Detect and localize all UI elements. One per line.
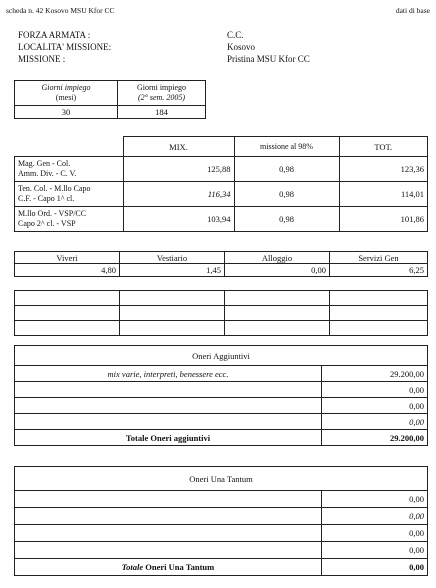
gradi-row-mix: 116,34 [123, 182, 234, 207]
sheet-subtitle: dati di base [395, 6, 430, 15]
gradi-row-label-line1: Mag. Gen - Col. [18, 159, 71, 168]
gradi-header-tot: TOT. [339, 137, 428, 157]
empty-cell [225, 321, 330, 336]
giorni-header-1-line2: (mesi) [55, 93, 77, 102]
oneri-una-tantum-table [14, 466, 428, 576]
empty-cell [330, 291, 428, 306]
empty-cell [120, 291, 225, 306]
empty-cell [225, 306, 330, 321]
gradi-header-mix: MIX. [123, 137, 234, 157]
giorni-value-2: 184 [118, 106, 206, 119]
giorni-header-2-line1: Giorni impiego [136, 83, 187, 92]
oneri-aggiuntivi-row-desc [15, 382, 322, 398]
oneri-aggiuntivi-row-desc-text: mix varie, interpreti, benessere ecc. [107, 368, 229, 379]
empty-grid-table [14, 290, 428, 336]
oneri-aggiuntivi-row-value: 0,00 [322, 398, 428, 414]
oneri-una-tantum-row-desc [15, 542, 322, 559]
gradi-row-label [15, 157, 124, 182]
giorni-header-2-line2: (2° sem. 2005) [138, 93, 185, 102]
gradi-row-label [15, 207, 124, 232]
oneri-aggiuntivi-total-value: 29.200,00 [322, 430, 428, 446]
servizi-value-vestiario: 1,45 [120, 264, 225, 277]
oneri-una-tantum-row-desc [15, 525, 322, 542]
sheet-title: scheda n. 42 Kosovo MSU Kfor CC [6, 6, 115, 15]
empty-cell [15, 321, 120, 336]
gradi-header-pct: missione al 98% [234, 137, 339, 157]
oneri-una-tantum-row-value: 0,00 [322, 525, 428, 542]
servizi-header-alloggio: Alloggio [225, 252, 330, 264]
gradi-row-label-line2: C.F. - Capo 1^ cl. [18, 194, 75, 203]
oneri-aggiuntivi-table [14, 345, 428, 446]
giorni-header-1-line1: Giorni impiego [41, 83, 91, 92]
gradi-row-pct: 0,98 [234, 207, 339, 232]
empty-cell [120, 306, 225, 321]
missione-label: MISSIONE : [18, 54, 66, 64]
giorni-value-1: 30 [15, 106, 118, 119]
gradi-row-pct: 0,98 [234, 157, 339, 182]
localita-label: LOCALITA' MISSIONE: [18, 42, 112, 52]
missione-value: Pristina MSU Kfor CC [227, 54, 310, 64]
oneri-aggiuntivi-row-value: 0,00 [322, 414, 428, 430]
gradi-row-label [15, 182, 124, 207]
oneri-aggiuntivi-row-value: 29.200,00 [322, 366, 428, 382]
servizi-value-alloggio: 0,00 [225, 264, 330, 277]
empty-cell [330, 321, 428, 336]
gradi-row-tot: 123,36 [339, 157, 428, 182]
forza-armata-value: C.C. [227, 30, 244, 40]
gradi-row-mix: 125,88 [123, 157, 234, 182]
oneri-una-tantum-row-value: 0,00 [322, 542, 428, 559]
oneri-una-tantum-total-label [15, 559, 322, 576]
gradi-row-label-line2: Capo 2^ cl. - VSP [18, 219, 76, 228]
servizi-header-viveri: Viveri [15, 252, 120, 264]
oneri-aggiuntivi-title: Oneri Aggiuntivi [15, 346, 428, 366]
gradi-row-label-line1: Ten. Col. - M.llo Capo [18, 184, 91, 193]
gradi-row-tot: 114,01 [339, 182, 428, 207]
gradi-header-empty [15, 137, 124, 157]
gradi-table [14, 136, 428, 232]
empty-cell [120, 321, 225, 336]
empty-cell [330, 306, 428, 321]
servizi-value-servizi-gen: 6,25 [330, 264, 428, 277]
giorni-header-1 [15, 81, 118, 106]
localita-value: Kosovo [227, 42, 256, 52]
empty-cell [15, 291, 120, 306]
gradi-row-label-line1: M.llo Ord. - VSP/CC [18, 209, 87, 218]
oneri-aggiuntivi-row-desc [15, 398, 322, 414]
servizi-header-servizi-gen: Servizi Gen [330, 252, 428, 264]
giorni-header-2 [118, 81, 206, 106]
forza-armata-label: FORZA ARMATA : [18, 30, 91, 40]
servizi-header-vestiario: Vestiario [120, 252, 225, 264]
oneri-una-tantum-row-value: 0,00 [322, 508, 428, 525]
oneri-una-tantum-row-desc [15, 491, 322, 508]
gradi-row-mix: 103,94 [123, 207, 234, 232]
servizi-value-viveri: 4,80 [15, 264, 120, 277]
oneri-una-tantum-title: Oneri Una Tantum [15, 467, 428, 491]
gradi-row-tot: 101,86 [339, 207, 428, 232]
oneri-aggiuntivi-row-desc [15, 366, 322, 382]
oneri-aggiuntivi-row-desc [15, 414, 322, 430]
oneri-una-tantum-total-label-italic: Totale [121, 562, 144, 572]
servizi-table [14, 251, 428, 277]
oneri-una-tantum-total-label-rest: Oneri Una Tantum [143, 562, 215, 572]
gradi-row-label-line2: Amm. Div. - C. V. [18, 169, 77, 178]
empty-cell [225, 291, 330, 306]
oneri-una-tantum-total-value: 0,00 [322, 559, 428, 576]
oneri-aggiuntivi-row-value: 0,00 [322, 382, 428, 398]
giorni-table [14, 80, 206, 119]
empty-cell [15, 306, 120, 321]
oneri-una-tantum-row-value: 0,00 [322, 491, 428, 508]
oneri-una-tantum-row-desc [15, 508, 322, 525]
oneri-aggiuntivi-total-label: Totale Oneri aggiuntivi [15, 430, 322, 446]
gradi-row-pct: 0,98 [234, 182, 339, 207]
